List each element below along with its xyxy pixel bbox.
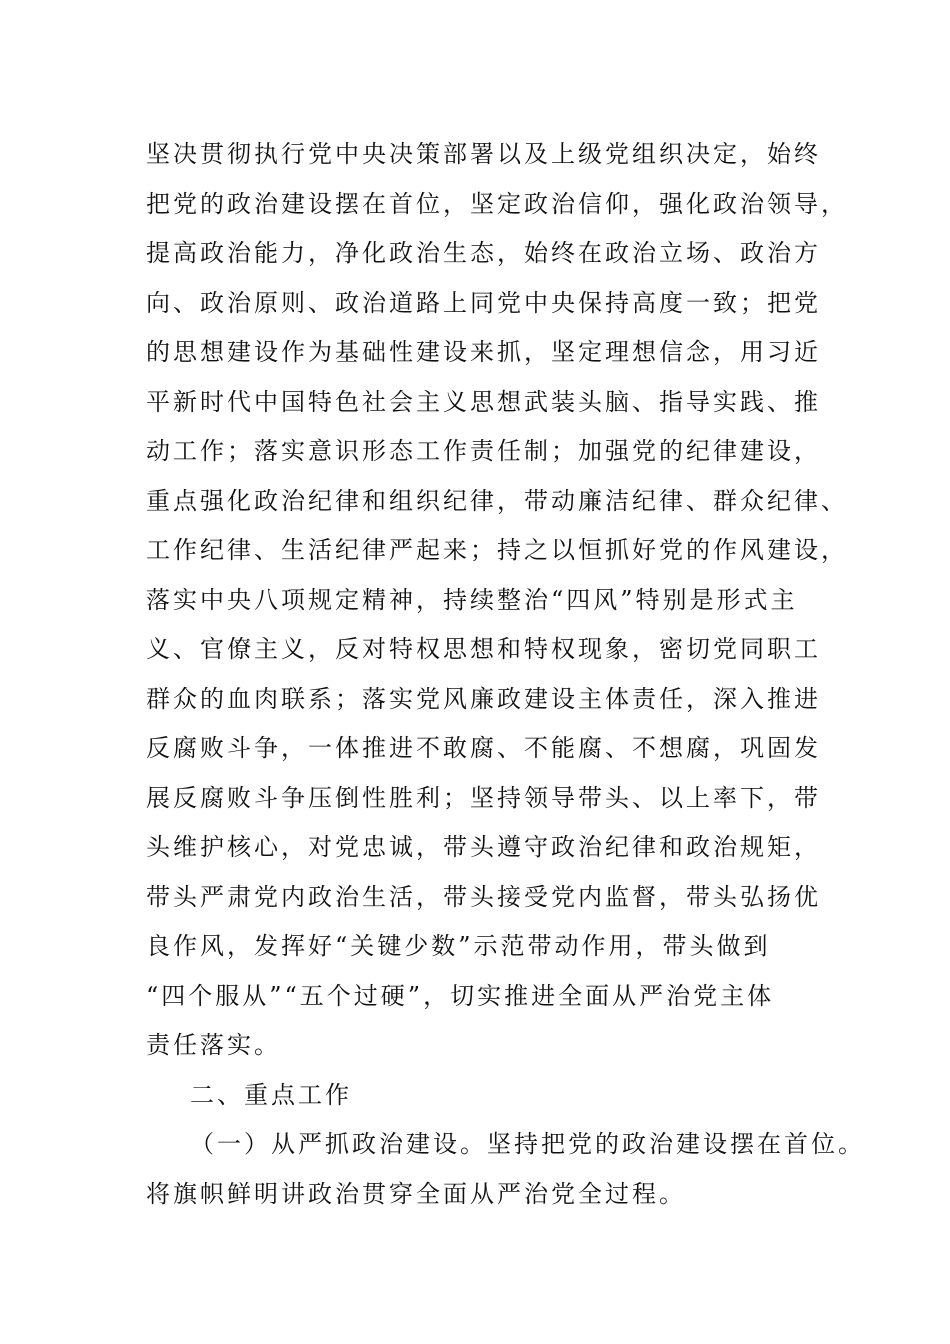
body-line-11: 义、官僚主义，反对特权思想和特权现象，密切党同职工 (146, 635, 821, 663)
body-line-3: 提高政治能力，净化政治生态，始终在政治立场、政治方 (146, 239, 821, 267)
body-line-17: 良作风，发挥好“关键少数”示范带动作用，带头做到 (146, 932, 771, 960)
body-line-1: 坚决贯彻执行党中央决策部署以及上级党组织决定，始终 (146, 140, 821, 168)
body-line-7: 动工作；落实意识形态工作责任制；加强党的纪律建设， (146, 437, 821, 465)
body-line-18: “四个服从”“五个过硬”，切实推进全面从严治党主体 (146, 981, 775, 1010)
body-line-8: 重点强化政治纪律和组织纪律，带动廉洁纪律、群众纪律、 (146, 486, 848, 515)
body-line-12: 群众的血肉联系；落实党风廉政建设主体责任，深入推进 (146, 684, 821, 713)
body-line-6: 平新时代中国特色社会主义思想武装头脑、指导实践、推 (146, 387, 821, 416)
body-line-5: 的思想建设作为基础性建设来抓，坚定理想信念，用习近 (146, 338, 821, 366)
section-heading: 二、重点工作 (190, 1080, 352, 1109)
document-body (146, 130, 866, 1219)
body-line-10: 落实中央八项规定精神，持续整治“四风”特别是形式主 (146, 585, 798, 614)
body-line-13: 反腐败斗争，一体推进不敢腐、不能腐、不想腐，巩固发 (146, 734, 821, 762)
body-line-14: 展反腐败斗争压倒性胜利；坚持领导带头、以上率下，带 (146, 783, 821, 812)
body-line-2: 把党的政治建设摆在首位，坚定政治信仰，强化政治领导， (146, 189, 848, 218)
body-line-9: 工作纪律、生活纪律严起来；持之以恒抓好党的作风建设， (146, 536, 848, 564)
body-line-16: 带头严肃党内政治生活，带头接受党内监督，带头弘扬优 (146, 882, 821, 911)
paragraph2-line-1: （一）从严抓政治建设。坚持把党的政治建设摆在首位。 (190, 1130, 865, 1158)
body-line-4: 向、政治原则、政治道路上同党中央保持高度一致；把党 (146, 288, 821, 317)
paragraph2-line-2: 将旗帜鲜明讲政治贯穿全面从严治党全过程。 (146, 1179, 686, 1208)
body-line-19: 责任落实。 (146, 1031, 281, 1059)
body-line-15: 头维护核心，对党忠诚，带头遵守政治纪律和政治规矩， (146, 833, 821, 861)
